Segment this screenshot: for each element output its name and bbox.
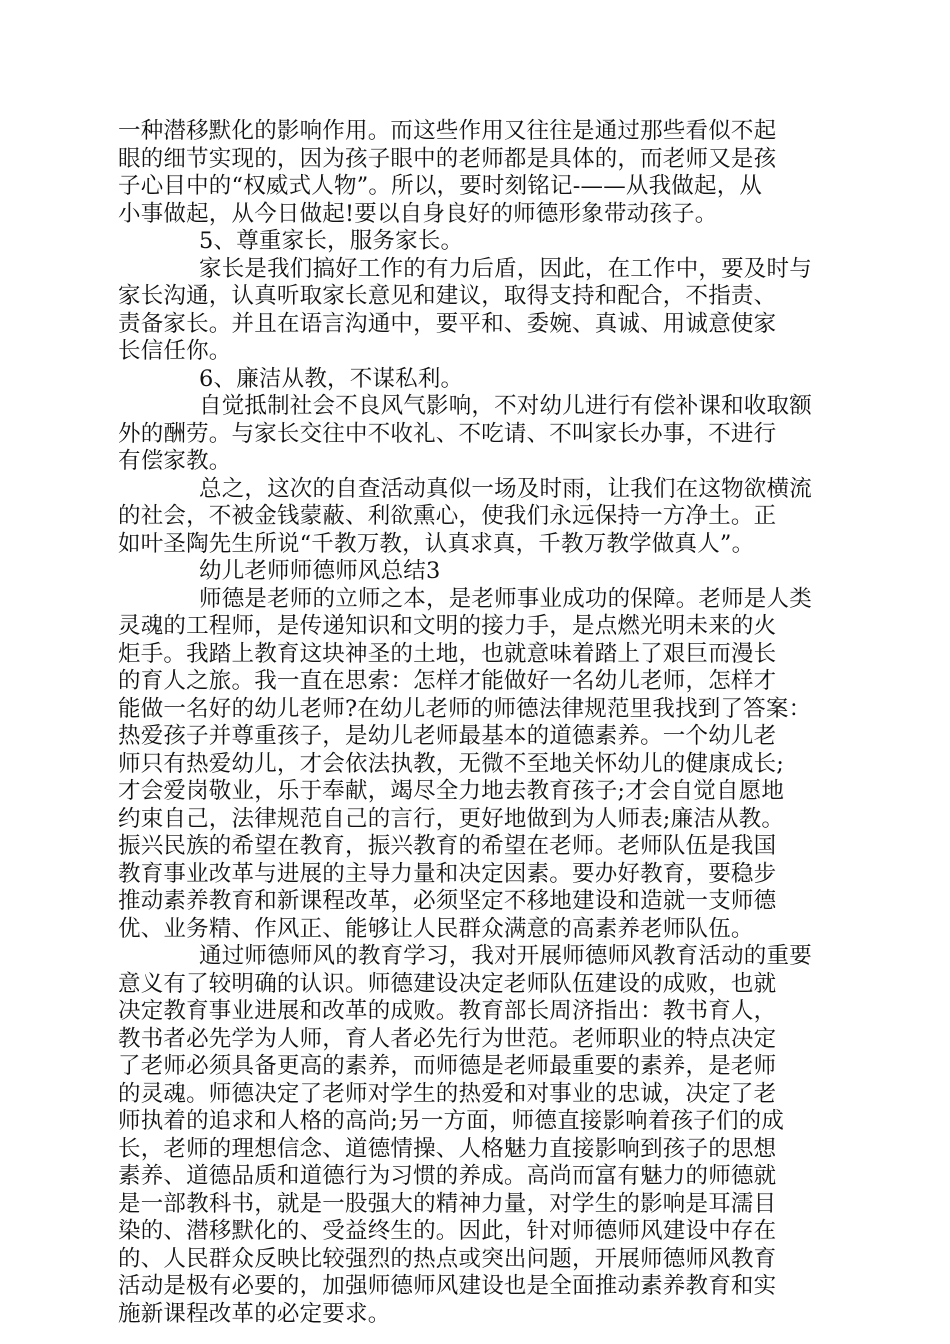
text-line: 的、人民群众反映比较强烈的热点或突出问题，开展师德师风教育 — [118, 1245, 777, 1272]
text-line: 意义有了较明确的认识。师德建设决定老师队伍建设的成败，也就 — [118, 970, 777, 997]
text-line: 决定教育事业进展和改革的成败。教育部长周济指出：教书育人， — [118, 998, 777, 1024]
text-line: 的灵魂。师德决定了老师对学生的热爱和对事业的忠诚，决定了老 — [118, 1080, 777, 1107]
text-line: 教育事业改革与进展的主导力量和决定因素。要办好教育，要稳步 — [118, 860, 777, 887]
text-line: 振兴民族的希望在教育，振兴教育的希望在老师。老师队伍是我国 — [118, 833, 777, 859]
text-line: 家长是我们搞好工作的有力后盾，因此，在工作中，要及时与 — [199, 255, 812, 282]
text-line: 炬手。我踏上教育这块神圣的土地，也就意味着踏上了艰巨而漫长 — [118, 640, 777, 667]
text-line: 灵魂的工程师，是传递知识和文明的接力手，是点燃光明未来的火 — [118, 613, 777, 639]
text-line: 染的、潜移默化的、受益终生的。因此，针对师德师风建设中存在 — [118, 1218, 777, 1244]
text-line: 师只有热爱幼儿，才会依法执教，无微不至地关怀幼儿的健康成长; — [118, 750, 785, 777]
text-line: 子心目中的“权威式人物”。所以，要时刻铭记-——从我做起，从 — [118, 173, 763, 199]
text-line: 6、廉洁从教，不谋私利。 — [199, 365, 464, 392]
text-line: 如叶圣陶先生所说“千教万教，认真求真，千教万教学做真人”。 — [118, 530, 755, 557]
text-line: 自觉抵制社会不良风气影响，不对幼儿进行有偿补课和收取额 — [199, 393, 812, 419]
text-line: 的育人之旅。我一直在思索：怎样才能做好一名幼儿老师，怎样才 — [118, 668, 777, 694]
text-line: 有偿家教。 — [118, 448, 232, 474]
document-body — [118, 118, 828, 1328]
text-line: 热爱孩子并尊重孩子，是幼儿老师最基本的道德素养。一个幼儿老 — [118, 723, 777, 749]
text-line: 师德是老师的立师之本，是老师事业成功的保障。老师是人类 — [199, 585, 812, 612]
text-line: 责备家长。并且在语言沟通中，要平和、委婉、真诚、用诚意使家 — [118, 310, 777, 337]
text-line: 师执着的追求和人格的高尚;另一方面，师德直接影响着孩子们的成 — [118, 1108, 785, 1134]
text-line: 约束自己，法律规范自己的言行，更好地做到为人师表;廉洁从教。 — [118, 805, 785, 832]
text-line: 外的酬劳。与家长交往中不收礼、不吃请、不叫家长办事，不进行 — [118, 420, 777, 447]
text-line: 能做一名好的幼儿老师?在幼儿老师的师德法律规范里我找到了答案： — [118, 695, 812, 722]
text-line: 眼的细节实现的，因为孩子眼中的老师都是具体的，而老师又是孩 — [118, 145, 777, 172]
text-line: 是一部教科书，就是一股强大的精神力量，对学生的影响是耳濡目 — [118, 1190, 777, 1217]
text-line: 总之，这次的自查活动真似一场及时雨，让我们在这物欲横流 — [199, 475, 812, 502]
text-line: 推动素养教育和新课程改革，必须坚定不移地建设和造就一支师德 — [118, 888, 777, 914]
text-line: 一种潜移默化的影响作用。而这些作用又往往是通过那些看似不起 — [118, 118, 777, 144]
text-line: 了老师必须具备更高的素养，而师德是老师最重要的素养，是老师 — [118, 1053, 777, 1079]
text-line: 5、尊重家长，服务家长。 — [199, 228, 464, 254]
text-line: 素养、道德品质和道德行为习惯的养成。高尚而富有魅力的师德就 — [118, 1163, 777, 1189]
text-line: 长，老师的理想信念、道德情操、人格魅力直接影响到孩子的思想 — [118, 1135, 777, 1162]
text-line: 优、业务精、作风正、能够让人民群众满意的高素养老师队伍。 — [118, 915, 754, 942]
text-line: 小事做起，从今日做起!要以自身良好的师德形象带动孩子。 — [118, 200, 718, 227]
text-line: 施新课程改革的必定要求。 — [118, 1300, 391, 1327]
text-line: 家长沟通，认真听取家长意见和建议，取得支持和配合，不指责、 — [118, 283, 777, 309]
text-line: 才会爱岗敬业，乐于奉献，竭尽全力地去教育孩子;才会自觉自愿地 — [118, 778, 785, 804]
text-line: 的社会，不被金钱蒙蔽、利欲熏心，使我们永远保持一方净土。正 — [118, 503, 777, 529]
text-line: 活动是极有必要的，加强师德师风建设也是全面推动素养教育和实 — [118, 1273, 777, 1299]
text-line: 通过师德师风的教育学习，我对开展师德师风教育活动的重要 — [199, 943, 812, 969]
text-line: 教书者必先学为人师，育人者必先行为世范。老师职业的特点决定 — [118, 1025, 777, 1052]
text-line: 幼儿老师师德师风总结3 — [199, 558, 441, 584]
text-line: 长信任你。 — [118, 338, 232, 364]
